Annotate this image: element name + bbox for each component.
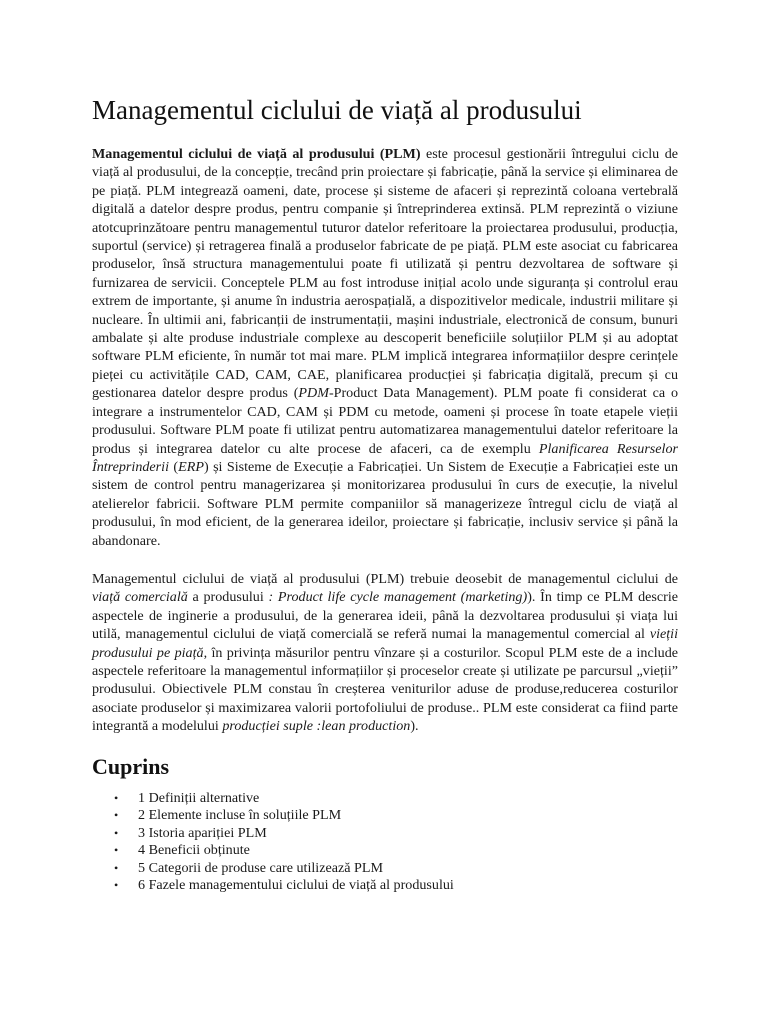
contents-item[interactable] <box>114 807 678 825</box>
second-italic-1: viață comercială <box>92 589 188 606</box>
second-text-5: ). <box>410 718 419 735</box>
second-text-2: a produsului <box>187 589 269 606</box>
contents-item-label[interactable]: 3 Istoria apariției PLM <box>138 824 267 841</box>
bullet-icon: • <box>114 790 119 805</box>
second-italic-4: producției suple :lean production <box>222 718 411 735</box>
second-text-1: Managementul ciclului de viață al produsului (PLM) trebuie deosebit de managementul ciclului de <box>92 570 678 587</box>
intro-paragraph <box>92 145 678 550</box>
bullet-icon: • <box>114 825 119 840</box>
intro-italic-pdm: PDM <box>298 385 329 402</box>
bullet-icon: • <box>114 843 119 858</box>
intro-bold-term: Managementul ciclului de viață al produsului (PLM) <box>92 146 421 162</box>
bullet-icon: • <box>114 860 119 875</box>
contents-item-label[interactable]: 5 Categorii de produse care utilizează PLM <box>138 859 383 876</box>
bullet-icon: • <box>114 808 119 823</box>
contents-item[interactable] <box>114 859 678 878</box>
second-text-4: , în privința măsurilor pentru vînzare și a costurilor. Scopul PLM este de a include aspectele referitoare la managementul informațiilor și proceselor create și utilizate pe parcursul „vieții” produsului. Obiectivele PLM constau în creșterea veniturilor aduse de produse,reducerea costurilor asociate produselor și maximizarea valorii portofoliului de produse.. PLM este considerat ca fiind parte integrantă a modelului <box>92 644 678 735</box>
contents-item[interactable] <box>114 842 678 860</box>
contents-item-label[interactable]: 1 Definiții alternative <box>138 789 260 806</box>
contents-heading: Cuprins <box>92 753 170 779</box>
intro-italic-erp-full: Planificarea Resurselor Întreprinderii <box>92 440 678 475</box>
second-italic-3: vieții produsului pe piață <box>92 626 678 661</box>
intro-text-1: este procesul gestionării întregului ciclu de viață al produsului, de la concepție, trecând prin proiectare și fabricație, până la service și eliminarea de pe piață. PLM integrează oameni, date, procese și sisteme de afaceri și reprezintă coloana vertebrală digitală a datelor despre produs, pentru companie și întreprinderea extinsă. PLM reprezintă o viziune atotcuprinzătoare pentru managementul tuturor datelor referitoare la proiectarea produsului, producția, suportul (service) și retragerea finală a produselor fabricate de pe piață. PLM este asociat cu fabricarea produselor, însă structura managementului poate fi utilizată și pentru dezvoltarea de software și furnizarea de servicii. Conceptele PLM au fost introduse inițial acolo unde siguranța și controlul erau extrem de importante, și anume în industria aerospațială, a dispozitivelor medicale, industrii militare și nucleare. În ultimii ani, fabricanții de instrumentații, mașini industriale, electronică de consum, bunuri ambalate și alte produse industriale complexe au descoperit beneficiile soluțiilor PLM și au adoptat software PLM eficiente, în număr tot mai mare. PLM implică integrarea informațiilor despre cerințele pieței cu activitățile CAD, CAM, CAE, planificarea producției și fabricația digitală, precum și cu gestionarea datelor despre produs ( <box>92 146 678 402</box>
contents-item-label[interactable]: 2 Elemente incluse în soluțiile PLM <box>138 807 342 824</box>
contents-item[interactable] <box>114 789 678 808</box>
contents-list <box>92 790 678 895</box>
contents-item[interactable] <box>114 877 678 895</box>
contents-item[interactable] <box>114 824 678 843</box>
intro-text-3: ( <box>169 458 179 475</box>
intro-text-2: -Product Data Management). PLM poate fi considerat ca o integrare a instrumentelor CAD, CAM și PDM cu metode, oameni și procese în toate etapele vieții produsului. Software PLM poate fi utilizat pentru automatizarea managementului datelor referitoare la produs și integrarea datelor cu alte procese de afaceri, ca de exemplu <box>92 385 678 457</box>
document-page <box>92 94 678 895</box>
second-paragraph <box>92 570 678 736</box>
intro-text-4: ) și Sisteme de Execuție a Fabricației. Un Sistem de Execuție a Fabricației este un sistem de control pentru managerizarea și monitorizarea produsului în curs de execuție, la nivelul atelierelor fabricii. Software PLM permite companiilor să managerizeze întregul ciclu de viață al produsului, în mod eficient, de la generarea ideilor, proiectare și fabricație, inclusiv service și până la abandonare. <box>92 458 679 549</box>
page-title: Managementul ciclului de viață al produsului <box>92 95 582 125</box>
second-text-3: ). În timp ce PLM descrie aspectele de inginerie a produsului, de la generarea ideii, până la dezvoltarea produsului și viața lui utilă, managementul ciclului de viață comercială se referă numai la managementul comercial al <box>92 589 678 643</box>
intro-italic-erp: ERP <box>178 458 204 475</box>
contents-item-label[interactable]: 6 Fazele managementului ciclului de viață al produsului <box>138 877 454 894</box>
contents-item-label[interactable]: 4 Beneficii obținute <box>138 842 250 859</box>
bullet-icon: • <box>114 878 119 893</box>
second-italic-2: : Product life cycle management (marketing) <box>268 589 528 606</box>
